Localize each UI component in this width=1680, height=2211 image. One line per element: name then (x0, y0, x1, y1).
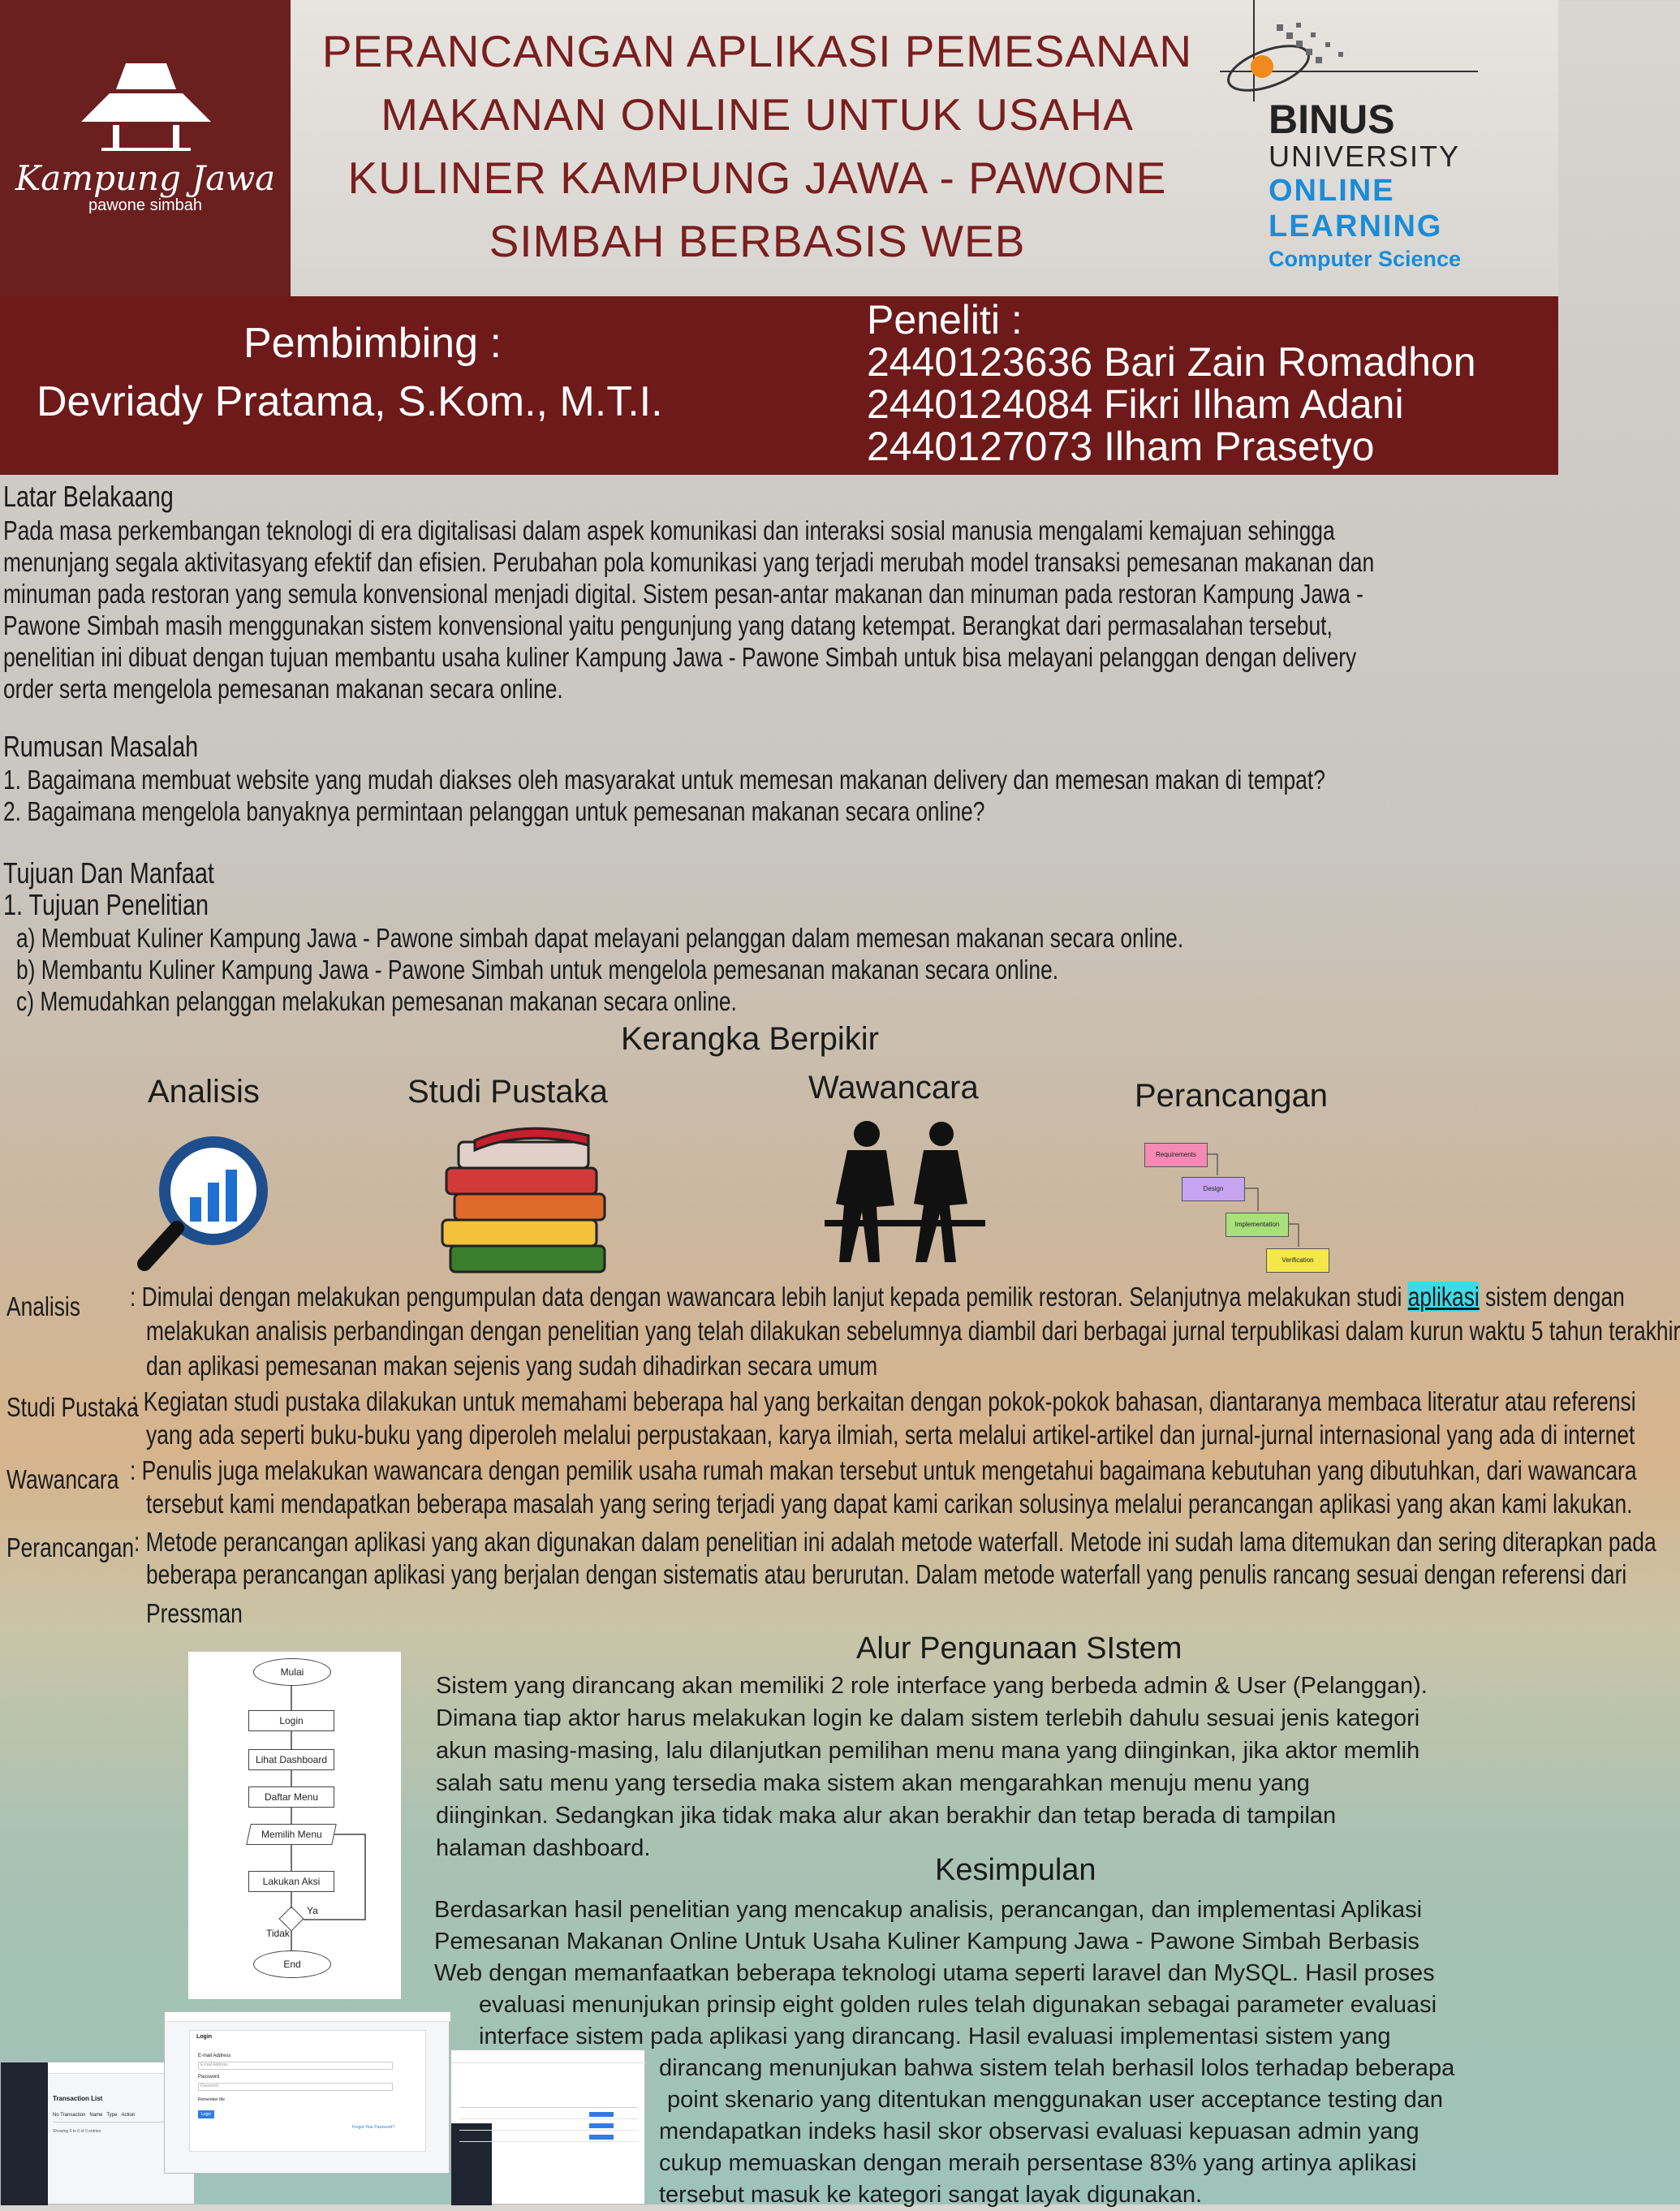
kesimpulan-line-5: interface sistem pada aplikasi yang dirancang. Hasil evaluasi implementasi sistem yang (479, 2024, 1391, 2049)
admin-sidebar (1, 2062, 48, 2205)
desc-analisis-label: Analisis (6, 1291, 80, 1321)
flow-arrows (188, 1652, 401, 1999)
order-row-3 (459, 2141, 638, 2142)
alur-line-2: Dimana tiap aktor harus melakukan login ke dalam sistem terlebih dahulu sesuai jenis kategori (436, 1705, 1420, 1731)
desc-studi-line-2: yang ada seperti buku-buku yang diperoleh melalui perpustakaan, karya ilmiah, serta melalui artikel-artikel dan jurnal-jurnal internasional yang ada di internet (146, 1420, 1635, 1450)
order-sidebar (451, 2123, 492, 2205)
books-stack-icon (426, 1124, 617, 1278)
latar-line-5: penelitian ini dibuat dengan tujuan membantu usaha kuliner Kampung Jawa - Pawone Simbah untuk bisa melayani pelanggan dengan delivery (3, 642, 1357, 672)
title-area (291, 0, 1558, 296)
peneliti-3: 2440127073 Ilham Prasetyo (867, 424, 1375, 469)
latar-line-2: menunjang segala aktivitasyang efektif dan efisien. Perubahan pola komunikasi yang terjadi merubah model transaksi pemesanan makanan dan (3, 547, 1375, 577)
pembimbing-name: Devriady Pratama, S.Kom., M.T.I. (37, 378, 663, 425)
peneliti-1: 2440123636 Bari Zain Romadhon (867, 339, 1476, 385)
desc-wawancara-label: Wawancara (6, 1464, 119, 1494)
waterfall-diagram (1136, 1136, 1347, 1278)
alur-line-4: salah satu menu yang tersedia maka sistem akan mengarahkan menuju menu yang (436, 1770, 1310, 1796)
flow-start: Mulai (253, 1658, 331, 1686)
desc-perancangan-label: Perancangan (6, 1532, 135, 1562)
kesimpulan-title: Kesimpulan (935, 1853, 1096, 1887)
flow-ya: Ya (307, 1905, 318, 1916)
screenshot-login (164, 2011, 450, 2174)
title-line-4: SIMBAH BERBASIS WEB (489, 216, 1026, 266)
flow-lakukan-aksi: Lakukan Aksi (248, 1871, 334, 1892)
latar-line-4: Pawone Simbah masih menggunakan sistem konvensional yaitu pengunjung yang datang ketempat. Berangkat dari permasalahan tersebut, (3, 610, 1333, 640)
flow-memilih-menu-label: Memilih Menu (261, 1829, 322, 1840)
kesimpulan-line-6: dirancang menunjukan bahwa sistem telah berhasil lolos terhadap beberapa (659, 2055, 1455, 2081)
tujuan-item-b: b) Membantu Kuliner Kampung Jawa - Pawone Simbah untuk mengelola pemesanan makanan secara online. (16, 955, 1059, 985)
latar-line-1: Pada masa perkembangan teknologi di era digitalisasi dalam aspek komunikasi dan interaksi sosial manusia mengalami kemajuan sehingga (3, 515, 1335, 545)
alur-line-3: akun masing-masing, lalu dilanjutkan pemilihan menu mana yang diinginkan, jika aktor memlih (436, 1738, 1420, 1764)
magnifier-chart-icon (136, 1132, 274, 1274)
latar-line-3: minuman pada restoran yang semula konvensional menjadi digital. Sistem pesan-antar makanan dan minuman pada restoran Kampung Jawa - (3, 579, 1363, 609)
binus-university: UNIVERSITY (1269, 140, 1461, 173)
kerangka-analisis: Analisis (148, 1074, 260, 1110)
tx-col-type: Type (106, 2113, 118, 2118)
interview-people-icon (820, 1116, 990, 1278)
waterfall-implementation: Implementation (1226, 1213, 1289, 1237)
highlighted-word: aplikasi (1407, 1282, 1480, 1312)
binus-online: ONLINE (1269, 174, 1395, 208)
waterfall-arrows (1136, 1136, 1347, 1278)
desc-perancangan-line-1: : Metode perancangan aplikasi yang akan digunakan dalam penelitian ini adalah metode waterfall. Metode ini sudah lama ditemukan dan sering diterapkan pada (134, 1527, 1656, 1557)
tx-col-no: No Transaction (53, 2113, 86, 2118)
people-band (0, 296, 1558, 475)
order-row-2 (459, 2130, 638, 2131)
kerangka-wawancara: Wawancara (808, 1070, 979, 1106)
desc-studi-line-1: : Kegiatan studi pustaka dilakukan untuk memahami beberapa hal yang berkaitan dengan pokok-pokok bahasan, diantaranya membaca literatur atau referensi (131, 1386, 1636, 1416)
latar-title: Latar Belakaang (3, 480, 174, 513)
alur-line-6: halaman dashboard. (436, 1835, 651, 1861)
order-action-button[interactable] (589, 2135, 614, 2140)
desc-studi-label: Studi Pustaka (6, 1392, 139, 1422)
rumusan-item-2: 2. Bagaimana mengelola banyaknya permintaan pelanggan untuk pemesanan makanan secara online? (3, 796, 985, 826)
rumusan-title: Rumusan Masalah (3, 730, 199, 763)
logo-sub: pawone simbah (88, 196, 203, 214)
login-button[interactable]: Login (198, 2110, 214, 2118)
binus-logo (1220, 0, 1558, 296)
desc-analisis-line-3: dan aplikasi pemesanan makan sejenis yang sudah dihadirkan secara umum (146, 1351, 878, 1381)
title-line-3: KULINER KAMPUNG JAWA - PAWONE (347, 153, 1167, 203)
peneliti-label: Peneliti : (867, 297, 1023, 343)
kesimpulan-line-8: mendapatkan indeks hasil skor observasi evaluasi kepuasan admin yang (659, 2118, 1419, 2144)
login-topbar (165, 2012, 450, 2022)
kesimpulan-line-2: Pemesanan Makanan Online Untuk Usaha Kuliner Kampung Jawa - Pawone Simbah Berbasis (434, 1929, 1419, 1955)
desc-wawancara-line-1: : Penulis juga melakukan wawancara dengan pemilik usaha rumah makan tersebut untuk mengetahui bagaimana kebutuhan yang dibutuhkan, dari wawancara (130, 1455, 1637, 1485)
kesimpulan-line-9: cukup memuaskan dengan meraih persentase 83% yang artinya aplikasi (659, 2150, 1417, 2176)
order-topbar (451, 2050, 646, 2063)
tx-col-action: Action (121, 2113, 136, 2118)
order-action-button[interactable] (589, 2123, 614, 2128)
login-password-label: Password (198, 2075, 220, 2080)
desc-analisis-line-2: melakukan analisis perbandingan dengan penelitian yang telah dilakukan sebelumnya diambil dari berbagai jurnal terpublikasi dalam kurun waktu 5 tahun terakhir (146, 1316, 1680, 1346)
kerangka-title: Kerangka Berpikir (621, 1021, 879, 1057)
alur-line-5: diinginkan. Sedangkan jika tidak maka alur akan berakhir dan tetap berada di tampilan (436, 1803, 1337, 1829)
remember-checkbox[interactable]: Remember Me (198, 2097, 226, 2102)
email-field[interactable]: E-mail Address (198, 2062, 393, 2070)
waterfall-design: Design (1182, 1177, 1245, 1201)
kerangka-studi: Studi Pustaka (407, 1074, 608, 1110)
logo-brand: Kampung Jawa (15, 158, 276, 198)
kesimpulan-line-3: Web dengan memanfaatkan beberapa teknologi utama seperti laravel dan MySQL. Hasil proses (434, 1960, 1435, 1986)
peneliti-2: 2440124084 Fikri Ilham Adani (867, 381, 1404, 427)
waterfall-verification: Verification (1266, 1248, 1329, 1273)
desc-analisis-text: : Dimulai dengan melakukan pengumpulan data dengan wawancara lebih lanjut kepada pemilik restoran. Selanjutnya melakukan studi (130, 1282, 1408, 1312)
kesimpulan-line-4: evaluasi menunjukan prinsip eight golden rules telah digunakan sebagai parameter evaluasi (479, 1992, 1437, 2018)
logo-panel (0, 0, 291, 296)
tujuan-item-c: c) Memudahkan pelanggan melakukan pemesanan makanan secara online. (16, 986, 737, 1016)
joglo-roof-icon (77, 57, 215, 154)
tujuan-title: Tujuan Dan Manfaat (3, 856, 214, 890)
kesimpulan-line-10: tersebut masuk ke kategori sangat layak digunakan. (659, 2182, 1203, 2208)
binus-emblem-icon (1220, 0, 1553, 106)
tx-title: Transaction List (53, 2095, 103, 2102)
alur-line-1: Sistem yang dirancang akan memiliki 2 role interface yang berbeda admin & User (Pelanggan). (436, 1673, 1428, 1699)
flowchart (188, 1652, 401, 1999)
flow-daftar-menu: Daftar Menu (248, 1786, 334, 1808)
order-action-button[interactable] (589, 2112, 614, 2117)
desc-analisis-text-end: sistem dengan (1479, 1282, 1625, 1312)
desc-wawancara-line-2: tersebut kami mendapatkan beberapa masalah yang sering terjadi yang dapat kami carikan solusinya melalui perancangan aplikasi yang akan kami lakukan. (146, 1489, 1633, 1519)
flow-login: Login (248, 1710, 334, 1731)
desc-perancangan-line-2: beberapa perancangan aplikasi yang berjalan dengan sistematis atau berurutan. Dalam metode waterfall yang penulis rancang sesuai dengan referensi dari (146, 1559, 1627, 1589)
kerangka-perancangan: Perancangan (1135, 1078, 1328, 1114)
forgot-password-link[interactable]: Forgot Your Password? (352, 2125, 394, 2130)
alur-title: Alur Pengunaan SIstem (856, 1631, 1182, 1666)
tujuan-sub: 1. Tujuan Penelitian (3, 888, 209, 921)
binus-learning: LEARNING (1269, 209, 1443, 244)
order-header-rule (459, 2107, 638, 2108)
latar-line-6: order serta mengelola pemesanan makanan secara online. (3, 674, 563, 704)
waterfall-requirements: Requirements (1144, 1143, 1208, 1167)
order-row-1 (459, 2118, 638, 2119)
kesimpulan-line-1: Berdasarkan hasil penelitian yang mencakup analisis, perancangan, dan implementasi Aplikasi (434, 1897, 1423, 1923)
flow-tidak: Tidak (266, 1928, 290, 1939)
login-title: Login (196, 2034, 213, 2040)
binus-program: Computer Science (1269, 247, 1462, 271)
desc-analisis-line-1 (130, 1281, 1625, 1312)
screenshot-order-list (450, 2049, 645, 2205)
tx-col-name: Name (89, 2113, 103, 2118)
title-line-1: PERANCANGAN APLIKASI PEMESANAN (321, 26, 1193, 76)
login-card (189, 2030, 426, 2152)
pembimbing-label: Pembimbing : (243, 320, 502, 367)
login-email-label: E-mail Address (198, 2054, 231, 2058)
rumusan-item-1: 1. Bagaimana membuat website yang mudah diakses oleh masyarakat untuk memesan makanan delivery dan memesan makan di tempat? (3, 765, 1325, 795)
title-line-2: MAKANAN ONLINE UNTUK USAHA (381, 89, 1134, 140)
password-field[interactable]: Password (198, 2083, 393, 2091)
flow-dashboard: Lihat Dashboard (248, 1749, 334, 1770)
tx-showing: Showing 0 to 0 of 0 entries (53, 2129, 101, 2134)
flow-end: End (253, 1950, 331, 1978)
desc-perancangan-line-3: Pressman (146, 1598, 243, 1628)
kesimpulan-line-7: point skenario yang ditentukan menggunakan user acceptance testing dan (667, 2087, 1444, 2113)
binus-name: BINUS (1269, 97, 1395, 142)
tujuan-item-a: a) Membuat Kuliner Kampung Jawa - Pawone simbah dapat melayani pelanggan dalam memesan makanan secara online. (16, 923, 1184, 953)
